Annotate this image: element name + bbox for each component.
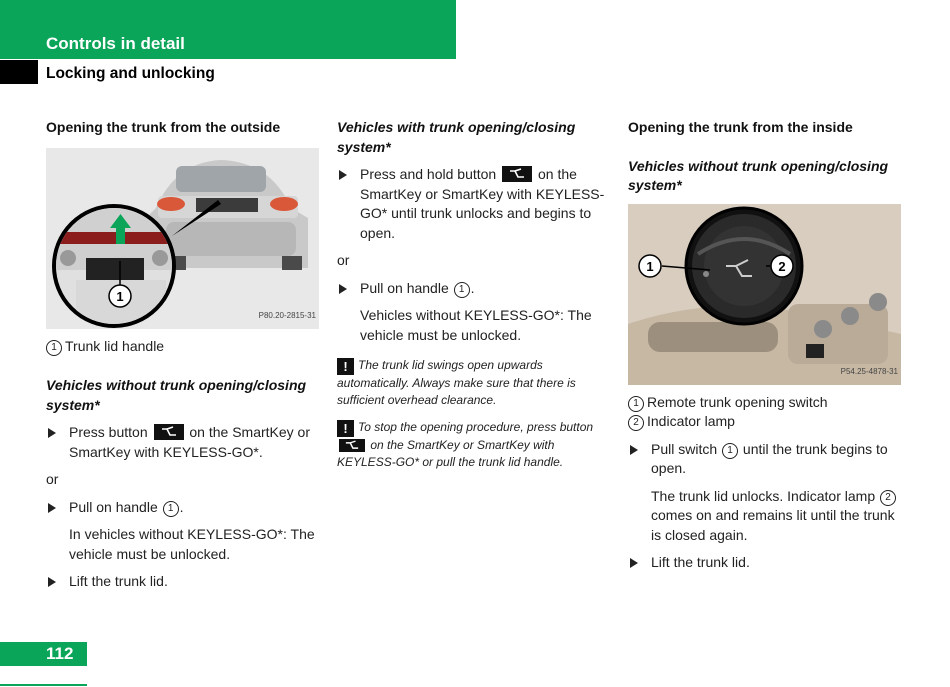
or-text: or xyxy=(337,252,350,268)
or-text: or xyxy=(46,471,59,487)
trunk-open-icon xyxy=(502,166,532,182)
legend-item xyxy=(628,393,903,413)
subheading-with-system: Vehicles with trunk opening/closing system* xyxy=(337,119,576,155)
note-text: comes on and remains lit until the trunk is closed again. xyxy=(651,507,895,543)
step-text: Press button xyxy=(69,424,148,440)
svg-text:1: 1 xyxy=(116,288,124,304)
step-text: . xyxy=(179,498,184,515)
step-note xyxy=(628,487,903,546)
svg-text:1: 1 xyxy=(646,258,654,274)
bullet-triangle-icon xyxy=(630,558,638,568)
instruction-step xyxy=(628,440,903,479)
legend-text: Remote trunk opening switch xyxy=(647,393,828,410)
instruction-step xyxy=(46,498,321,518)
legend-item xyxy=(628,412,903,432)
step-text: . xyxy=(470,279,475,296)
warning-exclamation-icon: ! xyxy=(337,420,354,437)
step-text: Pull switch xyxy=(651,440,718,457)
note-text: The trunk lid unlocks. Indicator lamp xyxy=(651,487,876,504)
warning-exclamation-icon: ! xyxy=(337,358,354,375)
door-switch-figure xyxy=(628,204,901,385)
figure-code: P80.20-2815-31 xyxy=(258,311,316,320)
step-text: Press and hold button xyxy=(360,166,497,182)
heading-outside: Opening the trunk from the outside xyxy=(46,119,281,135)
page-number-box xyxy=(0,642,87,666)
step-text: Pull on handle xyxy=(360,279,449,296)
step-text: until the trunk begins to open. xyxy=(651,440,888,476)
bullet-triangle-icon xyxy=(48,428,56,438)
step-text: Pull on handle xyxy=(69,498,158,515)
step-text: Lift the trunk lid. xyxy=(69,573,168,589)
bullet-triangle-icon xyxy=(339,170,347,180)
callout-number: 1 xyxy=(628,396,644,412)
warning-note xyxy=(337,419,612,471)
page-number: 112 xyxy=(46,644,74,663)
column-left xyxy=(46,118,321,600)
note-text: To stop the opening procedure, press button xyxy=(358,420,594,434)
column-middle xyxy=(337,118,612,481)
step-text: on the SmartKey or SmartKey with KEYLESS-GO* until trunk unlocks and begins to open. xyxy=(360,166,605,241)
heading-inside: Opening the trunk from the inside xyxy=(628,119,853,135)
section-title: Locking and unlocking xyxy=(46,65,215,82)
trunk-open-icon xyxy=(154,424,184,440)
callout-number: 1 xyxy=(454,282,470,298)
footer-rule xyxy=(0,684,87,686)
callout-number: 1 xyxy=(722,443,738,459)
bullet-triangle-icon xyxy=(48,503,56,513)
callout-number: 1 xyxy=(46,340,62,356)
callout-number: 1 xyxy=(163,501,179,517)
instruction-step xyxy=(337,279,612,299)
note-text: on the SmartKey or SmartKey with KEYLESS-GO* or pull the trunk lid handle. xyxy=(337,438,564,469)
warning-note xyxy=(337,357,612,409)
instruction-step xyxy=(337,165,612,243)
chapter-title: Controls in detail xyxy=(46,34,185,53)
bullet-triangle-icon xyxy=(339,284,347,294)
callout-number: 2 xyxy=(628,415,644,431)
instruction-step xyxy=(46,423,321,462)
bullet-triangle-icon xyxy=(630,445,638,455)
legend-text: Trunk lid handle xyxy=(65,337,165,354)
bullet-triangle-icon xyxy=(48,577,56,587)
subheading-without-system: Vehicles without trunk opening/closing system* xyxy=(46,377,307,413)
instruction-step xyxy=(628,553,903,573)
step-text: Lift the trunk lid. xyxy=(651,554,750,570)
step-note: In vehicles without KEYLESS-GO*: The vehicle must be unlocked. xyxy=(69,526,315,562)
trunk-rear-figure xyxy=(46,148,319,329)
column-right xyxy=(628,118,903,581)
car-rear-illustration xyxy=(46,148,319,329)
section-marker xyxy=(0,60,38,84)
svg-text:2: 2 xyxy=(778,258,786,274)
legend-item xyxy=(46,337,321,357)
door-panel-illustration xyxy=(628,204,901,385)
step-text: on the SmartKey or SmartKey with KEYLESS-GO*. xyxy=(69,424,311,460)
callout-number: 2 xyxy=(880,490,896,506)
instruction-step xyxy=(46,572,321,592)
trunk-open-icon xyxy=(339,439,365,452)
legend-text: Indicator lamp xyxy=(647,413,735,429)
note-text: The trunk lid swings open upwards automatically. Always make sure that there is sufficient overhead clearance. xyxy=(337,358,576,407)
subheading-without-system: Vehicles without trunk opening/closing system* xyxy=(628,157,889,193)
step-note: Vehicles without KEYLESS-GO*: The vehicle must be unlocked. xyxy=(360,307,592,343)
figure-code: P54.25-4878-31 xyxy=(840,367,898,376)
